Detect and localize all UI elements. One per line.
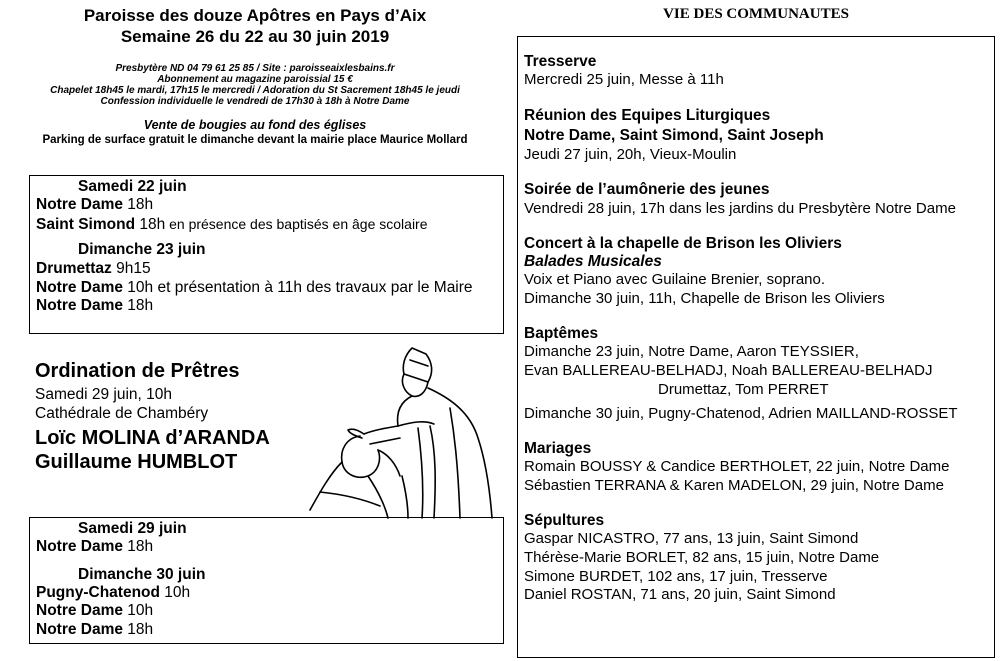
saturday-title: Samedi 29 juin bbox=[78, 520, 187, 537]
mass-line bbox=[36, 215, 428, 234]
section-title: Baptêmes bbox=[524, 325, 599, 342]
ordination-place: Cathédrale de Chambéry bbox=[35, 405, 209, 422]
mass-line bbox=[36, 260, 151, 278]
mass-time: 18h bbox=[135, 216, 166, 233]
vente-notice: Vente de bougies au fond des églises bbox=[143, 118, 367, 132]
mass-place: Notre Dame bbox=[36, 621, 123, 638]
section-title: Réunion des Equipes Liturgiques bbox=[524, 107, 771, 124]
section-title: Concert à la chapelle de Brison les Oliviers bbox=[524, 235, 842, 252]
section-title: Sépultures bbox=[524, 512, 605, 529]
sunday-title: Dimanche 30 juin bbox=[78, 566, 206, 583]
communities-heading: VIE DES COMMUNAUTES bbox=[663, 6, 849, 22]
mass-time: 18h bbox=[123, 538, 154, 555]
parking-notice: Parking de surface gratuit le dimanche devant la mairie place Maurice Mollard bbox=[42, 134, 468, 146]
mass-schedule-week-1 bbox=[29, 175, 504, 334]
section-line: Dimanche 23 juin, Notre Dame, Aaron TEYSSIER, bbox=[524, 343, 859, 360]
section-line: Voix et Piano avec Guilaine Brenier, soprano. bbox=[524, 271, 826, 288]
section-line: Drumettaz, Tom PERRET bbox=[658, 381, 829, 398]
mass-time: 18h bbox=[123, 621, 154, 638]
mass-place: Notre Dame bbox=[36, 538, 123, 555]
section-line: Sébastien TERRANA & Karen MADELON, 29 juin, Notre Dame bbox=[524, 477, 944, 494]
mass-place: Notre Dame bbox=[36, 297, 123, 314]
mass-time: 9h15 bbox=[111, 260, 151, 277]
mass-line bbox=[36, 538, 153, 556]
parish-info bbox=[10, 63, 500, 107]
mass-note: en présence des baptisés en âge scolaire bbox=[165, 216, 428, 232]
section-title: Tresserve bbox=[524, 53, 597, 70]
mass-line bbox=[36, 297, 153, 315]
sunday-title: Dimanche 23 juin bbox=[78, 241, 206, 258]
section-line: Gaspar NICASTRO, 77 ans, 13 juin, Saint Simond bbox=[524, 530, 859, 547]
mass-line bbox=[36, 602, 153, 620]
mass-place: Drumettaz bbox=[36, 260, 112, 277]
ordination-date: Samedi 29 juin, 10h bbox=[35, 386, 173, 403]
communities-box bbox=[517, 36, 995, 658]
section-line: Romain BOUSSY & Candice BERTHOLET, 22 juin, Notre Dame bbox=[524, 458, 950, 475]
mass-time: 10h bbox=[160, 584, 191, 601]
section-line: Jeudi 27 juin, 20h, Vieux-Moulin bbox=[524, 146, 737, 163]
section-line: Dimanche 30 juin, Pugny-Chatenod, Adrien MAILLAND-ROSSET bbox=[524, 405, 958, 422]
mass-line bbox=[36, 279, 473, 297]
mass-place: Notre Dame bbox=[36, 602, 123, 619]
ordinand-name: Guillaume HUMBLOT bbox=[35, 451, 238, 473]
mass-place: Saint Simond bbox=[36, 216, 136, 233]
section-title: Mariages bbox=[524, 440, 592, 457]
section-line: Evan BALLEREAU-BELHADJ, Noah BALLEREAU-BELHADJ bbox=[524, 362, 933, 379]
section-line: Daniel ROSTAN, 71 ans, 20 juin, Saint Simond bbox=[524, 586, 836, 603]
section-title: Soirée de l’aumônerie des jeunes bbox=[524, 181, 770, 198]
mass-line bbox=[36, 621, 153, 639]
mass-place: Notre Dame bbox=[36, 196, 123, 213]
mass-time: 18h bbox=[123, 297, 154, 314]
section-line: Thérèse-Marie BORLET, 82 ans, 15 juin, Notre Dame bbox=[524, 549, 880, 566]
mass-place: Pugny-Chatenod bbox=[36, 584, 160, 601]
mass-schedule-week-2 bbox=[29, 517, 504, 644]
info-line: Abonnement au magazine paroissial 15 € bbox=[157, 74, 353, 85]
section-line: Mercredi 25 juin, Messe à 11h bbox=[524, 71, 724, 88]
mass-time: 18h bbox=[123, 196, 154, 213]
section-line: Dimanche 30 juin, 11h, Chapelle de Brison les Oliviers bbox=[524, 290, 885, 307]
section-title: Notre Dame, Saint Simond, Saint Joseph bbox=[524, 127, 824, 144]
section-subtitle: Balades Musicales bbox=[524, 253, 662, 270]
ordinand-name: Loïc MOLINA d’ARANDA bbox=[35, 427, 270, 449]
mass-time: 10h bbox=[123, 602, 154, 619]
parish-title: Paroisse des douze Apôtres en Pays d’Aix bbox=[83, 6, 427, 25]
section-line: Simone BURDET, 102 ans, 17 juin, Tresserve bbox=[524, 568, 828, 585]
section-line: Vendredi 28 juin, 17h dans les jardins du Presbytère Notre Dame bbox=[524, 200, 956, 217]
ordination-title: Ordination de Prêtres bbox=[35, 360, 240, 382]
saturday-title: Samedi 22 juin bbox=[78, 178, 187, 195]
mass-line bbox=[36, 584, 190, 602]
ordination-illustration-icon bbox=[300, 342, 500, 520]
mass-line bbox=[36, 196, 153, 214]
week-title: Semaine 26 du 22 au 30 juin 2019 bbox=[120, 27, 390, 46]
info-line: Chapelet 18h45 le mardi, 17h15 le mercredi / Adoration du St Sacrement 18h45 le jeudi bbox=[50, 85, 460, 96]
info-line: Confession individuelle le vendredi de 17h30 à 18h à Notre Dame bbox=[100, 96, 410, 107]
info-line: Presbytère ND 04 79 61 25 85 / Site : paroisseaixlesbains.fr bbox=[115, 63, 395, 74]
mass-time: 10h et présentation à 11h des travaux par le Maire bbox=[123, 279, 473, 296]
mass-place: Notre Dame bbox=[36, 279, 123, 296]
